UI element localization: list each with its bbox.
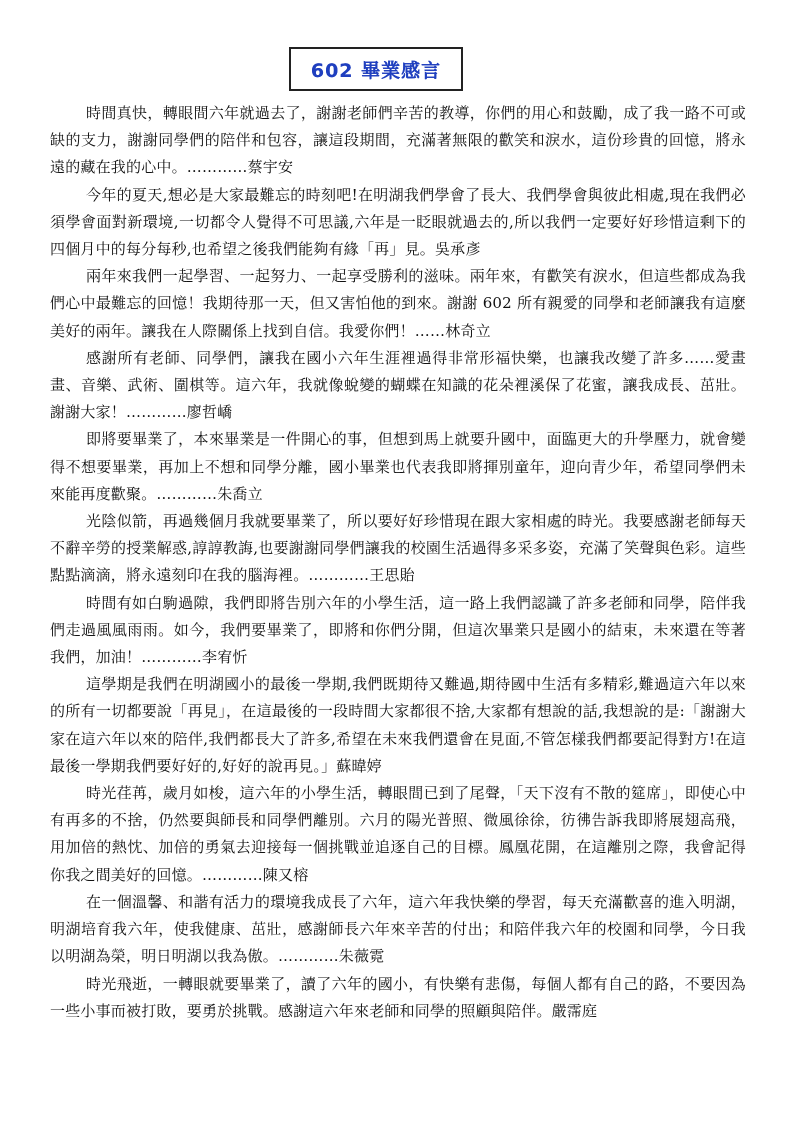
message-paragraph: 時光飛逝，一轉眼就要畢業了，讀了六年的國小，有快樂有悲傷，每個人都有自己的路，不要因為一些小事而被打敗，要勇於挑戰。感謝這六年來老師和同學的照顧與陪伴。嚴霈庭: [50, 974, 746, 1020]
message-paragraph: 光陰似箭，再過幾個月我就要畢業了，所以要好好珍惜現在跟大家相處的時光。我要感謝老師每天不辭辛勞的授業解惑,諄諄教誨,也要謝謝同學們讓我的校園生活過得多采多姿，充滿了笑聲與色彩。這些點點滴滴，將永遠刻印在我的腦海裡。…………王思貽: [50, 512, 746, 585]
message-paragraph: 時光荏苒，歲月如梭，這六年的小學生活，轉眼間已到了尾聲，「天下沒有不散的筵席」，即使心中有再多的不捨，仍然要與師長和同學們離別。六月的陽光普照、微風徐徐，彷彿告訴我即將展翅高飛，用加倍的熱忱、加倍的勇氣去迎接每一個挑戰並追逐自己的目標。鳳凰花開，在這離別之際，我會記得你我之間美好的回憶。…………陳又榕: [50, 784, 746, 884]
message-paragraph: 時間有如白駒過隙，我們即將告別六年的小學生活，這一路上我們認識了許多老師和同學，陪伴我們走過風風雨雨。如今，我們要畢業了，即將和你們分開，但這次畢業只是國小的結束，未來還在等著我們，加油！…………李宥忻: [50, 593, 746, 667]
message-paragraph: 即將要畢業了，本來畢業是一件開心的事，但想到馬上就要升國中，面臨更大的升學壓力，就會變得不想要畢業，再加上不想和同學分離，國小畢業也代表我即將揮別童年，迎向青少年，希望同學們未來能再度歡聚。…………朱喬立: [50, 430, 746, 503]
page-title: 602 畢業感言: [310, 59, 442, 82]
farewell-messages: [50, 100, 746, 1025]
message-paragraph: 時間真快，轉眼間六年就過去了，謝謝老師們辛苦的教導，你們的用心和鼓勵，成了我一路不可或缺的支力，謝謝同學們的陪伴和包容，讓這段期間，充滿著無限的歡笑和淚水，這份珍貴的回憶，將永遠的藏在我的心中。…………蔡宇安: [50, 104, 746, 177]
message-paragraph: 感謝所有老師、同學們，讓我在國小六年生涯裡過得非常形福快樂，也讓我改變了許多……愛畫畫、音樂、武術、圍棋等。這六年，我就像蛻變的蝴蝶在知識的花朵裡溪保了花蜜，讓我成長、茁壯。謝謝大家！…………廖哲嶠: [50, 348, 746, 422]
message-paragraph: 今年的夏天,想必是大家最難忘的時刻吧!在明湖我們學會了長大、我們學會與彼此相處,現在我們必須學會面對新環境,一切都令人覺得不可思議,六年是一眨眼就過去的,所以我們一定要好好珍惜這剩下的四個月中的每分每秒,也希望之後我們能夠有緣「再」見。吳承彥: [50, 185, 746, 259]
message-paragraph: 在一個溫馨、和諧有活力的環境我成長了六年，這六年我快樂的學習，每天充滿歡喜的進入明湖，明湖培育我六年，使我健康、茁壯，感謝師長六年來辛苦的付出；和陪伴我六年的校園和同學，今日我以明湖為榮，明日明湖以我為傲。…………朱薇霓: [50, 892, 746, 966]
message-paragraph: 兩年來我們一起學習、一起努力、一起享受勝利的滋味。兩年來，有歡笑有淚水，但這些都成為我們心中最難忘的回憶！我期待那一天，但又害怕他的到來。謝謝 602 所有親愛的同學和老師讓我有這麼美好的兩年。讓我在人際關係上找到自信。我愛你們！……林奇立: [50, 267, 746, 340]
title-box: [289, 47, 463, 91]
message-paragraph: 這學期是我們在明湖國小的最後一學期,我們既期待又難過,期待國中生活有多精彩,難過這六年以來的所有一切都要說「再見」，在這最後的一段時間大家都很不捨,大家都有想說的話,我想說的是:「謝謝大家在這六年以來的陪伴,我們都長大了許多,希望在未來我們還會在見面,不管怎樣我們都要記得對方!在這最後一學期我們要好好的,好好的說再見。」蘇暐婷: [50, 675, 746, 775]
